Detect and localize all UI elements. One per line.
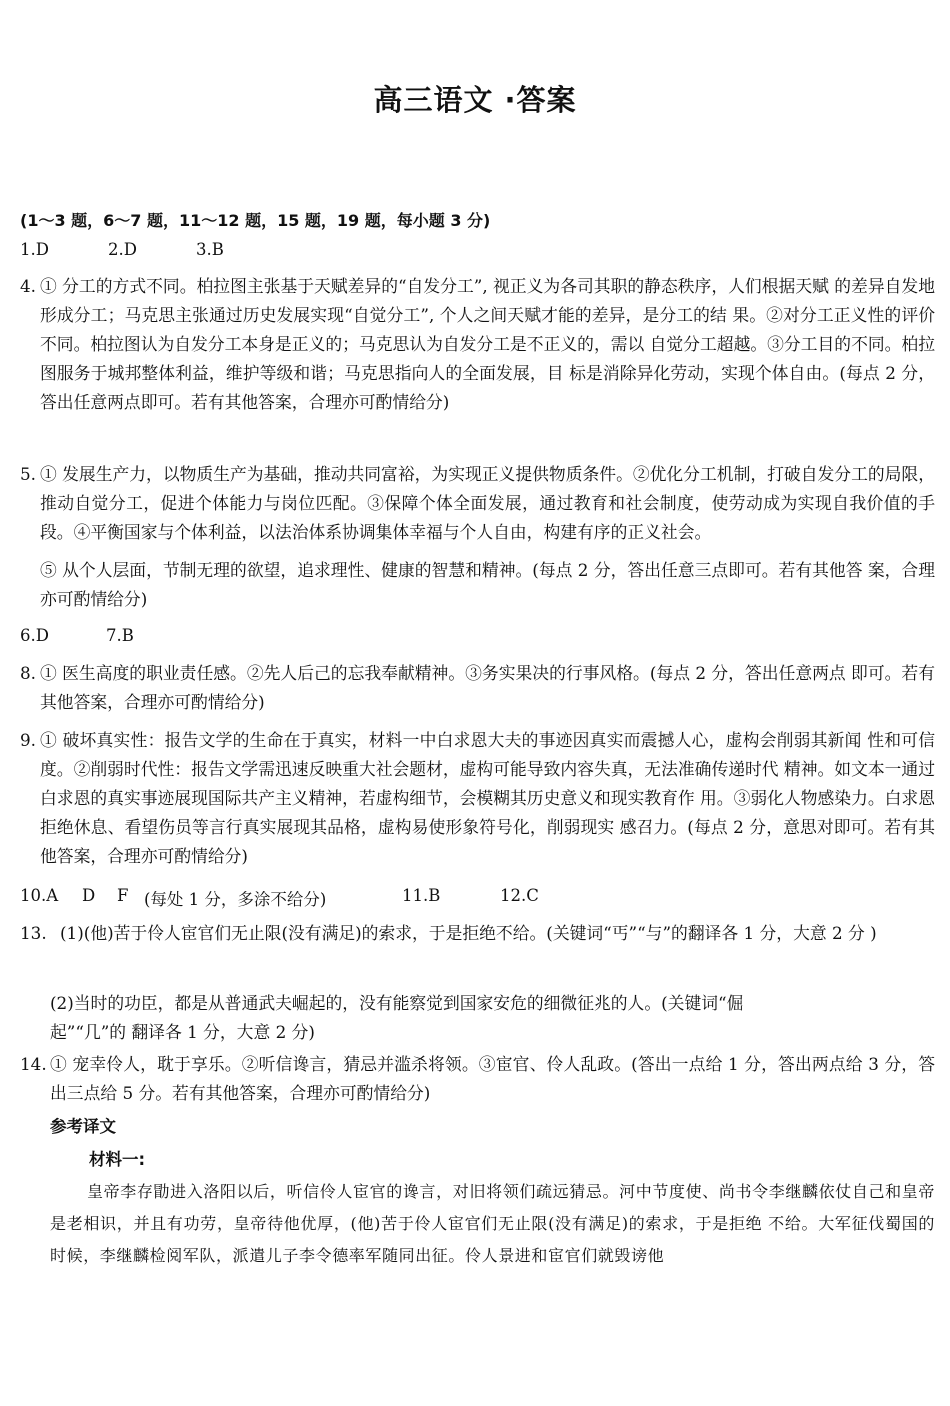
answer-10a: 10.A <box>20 886 59 905</box>
answer-text: ① 破坏真实性：报告文学的生命在于真实，材料一中白求恩大夫的事迹因真实而震撼人心，虚构会削弱其新闻 性和可信度。②削弱时代性：报告文学需迅速反映重大社会题材，虚构可能导致内容失真，无法准确传递时代 精神。如文本一通过白求恩的真实事迹展现国际共产主义精神，若虚构细节，会模糊其历史意义和现实教育作 用。③弱化人物感染力。白求恩拒绝休息、看望伤员等言行真实展现其品格，虚构易使形象符号化，削弱现实 感召力。(每点 2 分，意思对即可。若有其他答案，合理亦可酌情给分) <box>40 730 935 866</box>
question-13-part2-line2: 起”“几”的 翻译各 1 分，大意 2 分) <box>50 1022 315 1042</box>
question-13-part2-line1: (2)当时的功臣，都是从普通武夫崛起的，没有能察觉到国家安危的细微征兆的人。(关键词“倔 <box>50 993 744 1013</box>
answer-row-1-3 <box>20 240 224 259</box>
question-number: 9. <box>20 730 37 750</box>
question-number: 5. <box>20 464 37 484</box>
answer-text: (1)(他)苦于伶人宦官们无止限(没有满足)的索求，于是拒绝不给。(关键词“丐”“与”的翻译各 1 分，大意 2 分 ) <box>60 923 877 943</box>
translation-paragraph: 皇帝李存勖进入洛阳以后，听信伶人宦官的谗言，对旧将领们疏远猜忌。河中节度使、尚书令李继麟依仗自己和皇帝是老相识，并且有功劳，皇帝待他优厚，(他)苦于伶人宦官们无止限(没有满足)的索求，于是拒绝 不给。大军征伐蜀国的时候，李继麟检阅军队，派遣儿子李令德率军随同出征。伶人景进和宦官们就毁谤他 <box>50 1182 935 1265</box>
question-4-answer <box>20 272 935 417</box>
answer-text: ① 分工的方式不同。柏拉图主张基于天赋差异的“自发分工”, 视正义为各司其职的静态秩序，人们根据天赋 的差异自发地形成分工；马克思主张通过历史发展实现“自觉分工”, 个人之间天赋才能的差异，是分工的结 果。②对分工正义性的评价不同。柏拉图认为自发分工本身是正义的；马克思认为自发分工是不正义的，需以 自觉分工超越。③分工目的不同。柏拉图服务于城邦整体利益，维护等级和谐；马克思指向人的全面发展，目 标是消除异化劳动，实现个体自由。(每点 2 分，答出任意两点即可。若有其他答案，合理亦可酌情给分) <box>40 276 935 412</box>
reference-translation-heading: 参考译文 <box>50 1117 116 1136</box>
answer-text: ① 宠幸伶人，耽于享乐。②听信谗言，猜忌并滥杀将领。③宦官、伶人乱政。(答出一点给 1 分，答出两点给 3 分，答出三点给 5 分。若有其他答案，合理亦可酌情给分) <box>50 1054 935 1103</box>
answer-10d: D <box>82 886 96 905</box>
answer-row-10-12 <box>20 886 539 909</box>
answer-10f: F <box>117 886 129 905</box>
question-8-answer <box>20 659 935 717</box>
question-number: 14. <box>20 1054 47 1074</box>
question-13-answer <box>20 919 935 948</box>
answer-11: 11.B <box>402 886 441 905</box>
question-14-answer <box>20 1050 935 1108</box>
answer-3: 3.B <box>196 240 224 259</box>
answer-row-6-7 <box>20 626 134 645</box>
question-number: 8. <box>20 663 37 683</box>
section-header: (1～3 题，6～7 题，11～12 题，15 题，19 题，每小题 3 分) <box>20 211 491 230</box>
answer-6: 6.D <box>20 626 49 645</box>
answer-12: 12.C <box>500 886 539 905</box>
answer-2: 2.D <box>108 240 137 259</box>
answer-1: 1.D <box>20 240 49 259</box>
question-number: 4. <box>20 276 37 296</box>
answer-text: ① 发展生产力，以物质生产为基础，推动共同富裕，为实现正义提供物质条件。②优化分工机制，打破自发分工的局限，推动自觉分工，促进个体能力与岗位匹配。③保障个体全面发展，通过教育和社会制度，使劳动成为实现自我价值的手段。④平衡国家与个体利益，以法治体系协调集体幸福与个人自由，构建有序的正义社会。 <box>40 464 935 542</box>
question-number: 13. <box>20 923 47 943</box>
question-5-answer <box>20 460 935 614</box>
answer-text: ① 医生高度的职业责任感。②先人后己的忘我奉献精神。③务实果决的行事风格。(每点 2 分，答出任意两点 即可。若有其他答案，合理亦可酌情给分) <box>40 663 935 712</box>
answer-text-continued: ⑤ 从个人层面，节制无理的欲望，追求理性、健康的智慧和精神。(每点 2 分，答出任意三点即可。若有其他答 案，合理亦可酌情给分) <box>40 560 935 609</box>
scoring-note: (每处 1 分，多涂不给分) <box>144 890 327 909</box>
answer-7: 7.B <box>106 626 134 645</box>
material-one-heading: 材料一: <box>89 1150 146 1169</box>
page-title: 高三语文 ·答案 <box>373 83 577 117</box>
question-9-answer <box>20 726 935 871</box>
